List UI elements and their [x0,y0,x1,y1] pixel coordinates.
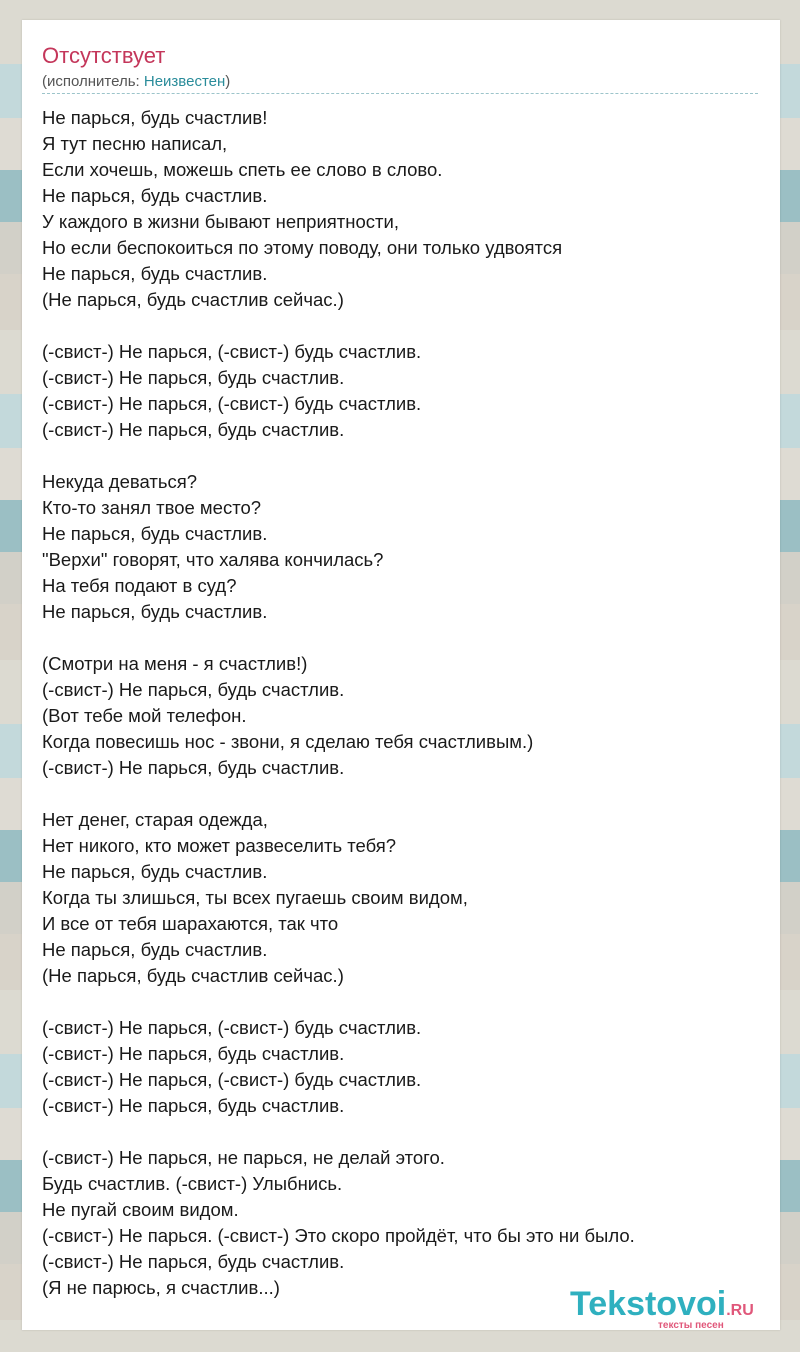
lyric-line: Не парься, будь счастлив. [42,861,268,882]
lyrics-stanza [42,1015,758,1119]
lyric-line: (-свист-) Не парься, будь счастлив. [42,757,345,778]
lyric-line: (Не парься, будь счастлив сейчас.) [42,965,344,986]
lyric-line: Нет никого, кто может развеселить тебя? [42,835,397,856]
lyric-line: Но если беспокоиться по этому поводу, они только удвоятся [42,237,563,258]
lyric-line: (-свист-) Не парься, (-свист-) будь счастлив. [42,1069,422,1090]
lyric-line: Я тут песню написал, [42,133,228,154]
lyric-line: (-свист-) Не парься, не парься, не делай этого. [42,1147,445,1168]
lyric-line: Не парься, будь счастлив! [42,107,268,128]
lyric-line: (Вот тебе мой телефон. [42,705,247,726]
lyric-line: (Смотри на меня - я счастлив!) [42,653,308,674]
lyrics-stanza [42,105,758,313]
lyric-line: И все от тебя шарахаются, так что [42,913,339,934]
lyrics-stanza [42,651,758,781]
lyric-line: Если хочешь, можешь спеть ее слово в слово. [42,159,443,180]
lyric-line: У каждого в жизни бывают неприятности, [42,211,399,232]
song-title: Отсутствует [42,43,166,68]
lyric-line: (-свист-) Не парься, будь счастлив. [42,367,345,388]
logo-tagline: тексты песен [658,1320,724,1331]
lyric-line: Не парься, будь счастлив. [42,185,268,206]
site-logo[interactable] [570,1286,774,1330]
lyric-line: На тебя подают в суд? [42,575,237,596]
lyric-line: (-свист-) Не парься. (-свист-) Это скоро пройдёт, что бы это ни было. [42,1225,635,1246]
lyrics-stanza [42,807,758,989]
lyric-line: Когда ты злишься, ты всех пугаешь своим видом, [42,887,468,908]
artist-suffix: ) [225,73,231,90]
lyric-line: Не парься, будь счастлив. [42,939,268,960]
lyrics-card [22,20,780,1330]
artist-link[interactable]: Неизвестен [143,73,226,90]
lyric-line: Не парься, будь счастлив. [42,263,268,284]
lyrics-stanza [42,469,758,625]
lyric-line: (-свист-) Не парься, (-свист-) будь счастлив. [42,393,422,414]
lyric-line: (Я не парюсь, я счастлив...) [42,1277,280,1298]
lyric-line: (-свист-) Не парься, будь счастлив. [42,419,345,440]
lyric-line: Нет денег, старая одежда, [42,809,268,830]
lyric-line: (-свист-) Не парься, будь счастлив. [42,679,345,700]
lyric-line: Кто-то занял твое место? [42,497,262,518]
lyric-line: Будь счастлив. (-свист-) Улыбнись. [42,1173,343,1194]
lyric-line: (Не парься, будь счастлив сейчас.) [42,289,344,310]
logo-name: Tekstovoi [570,1285,727,1323]
lyric-line: (-свист-) Не парься, (-свист-) будь счастлив. [42,341,422,362]
lyric-line: Не парься, будь счастлив. [42,523,268,544]
lyrics-stanza [42,1145,758,1301]
lyrics-body [42,105,758,1301]
lyric-line: "Верхи" говорят, что халява кончилась? [42,549,384,570]
lyric-line: Когда повесишь нос - звони, я сделаю тебя счастливым.) [42,731,534,752]
lyric-line: (-свист-) Не парься, будь счастлив. [42,1251,345,1272]
lyric-line: Не парься, будь счастлив. [42,601,268,622]
lyric-line: Не пугай своим видом. [42,1199,239,1220]
lyric-line: (-свист-) Не парься, (-свист-) будь счастлив. [42,1017,422,1038]
artist-line [42,72,758,94]
lyric-line: Некуда деваться? [42,471,198,492]
logo-domain: .RU [726,1302,754,1319]
lyrics-stanza [42,339,758,443]
artist-prefix: (исполнитель: [42,73,144,90]
lyric-line: (-свист-) Не парься, будь счастлив. [42,1043,345,1064]
lyric-line: (-свист-) Не парься, будь счастлив. [42,1095,345,1116]
